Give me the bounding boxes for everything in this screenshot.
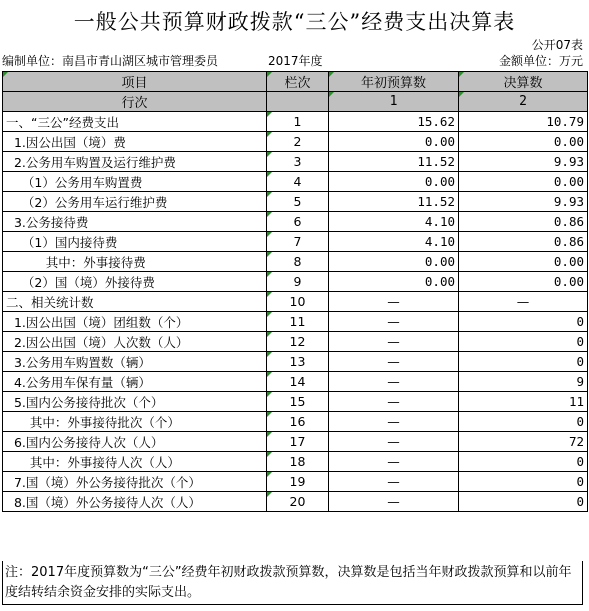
row-final: 11 [459, 392, 588, 412]
seq-label: 行次 [3, 92, 267, 112]
row-budget: 4.10 [329, 212, 459, 232]
row-final: 10.79 [459, 112, 588, 132]
row-final: 9 [459, 372, 588, 392]
table-row [3, 332, 588, 352]
row-budget: — [329, 432, 459, 452]
row-final: 0 [459, 332, 588, 352]
seq-budget: 1 [329, 92, 459, 112]
report-year: 2017年度 [268, 54, 323, 68]
table-row [3, 432, 588, 452]
row-item: 8.国（境）外公务接待人次（人） [3, 492, 267, 512]
row-budget: — [329, 352, 459, 372]
row-col-number: 20 [267, 492, 329, 512]
row-final: 9.93 [459, 192, 588, 212]
row-col-number: 9 [267, 272, 329, 292]
row-budget: — [329, 312, 459, 332]
row-col-number: 11 [267, 312, 329, 332]
row-budget: 4.10 [329, 232, 459, 252]
amount-unit: 金额单位：万元 [498, 54, 583, 68]
row-item: （1）国内接待费 [3, 232, 267, 252]
table-row [3, 212, 588, 232]
row-final: 0.00 [459, 132, 588, 152]
row-final: 0.86 [459, 212, 588, 232]
header-budget: 年初预算数 [329, 72, 459, 92]
row-final: 0 [459, 492, 588, 512]
row-col-number: 13 [267, 352, 329, 372]
header-col: 栏次 [267, 72, 329, 92]
row-budget: 0.00 [329, 272, 459, 292]
row-col-number: 15 [267, 392, 329, 412]
row-col-number: 7 [267, 232, 329, 252]
row-final: 0.00 [459, 272, 588, 292]
form-number: 公开07表 [531, 38, 583, 52]
row-item: 4.公务用车保有量（辆） [3, 372, 267, 392]
row-item: 其中：外事接待人次（人） [3, 452, 267, 472]
row-budget: — [329, 372, 459, 392]
row-item: 1.因公出国（境）费 [3, 132, 267, 152]
row-final: 0 [459, 312, 588, 332]
table-row [3, 192, 588, 212]
row-budget: — [329, 492, 459, 512]
expenditure-table [2, 71, 588, 512]
row-item: 3.公务用车购置数（辆） [3, 352, 267, 372]
table-row [3, 272, 588, 292]
row-final: 0 [459, 352, 588, 372]
row-item: 其中：外事接待费 [3, 252, 267, 272]
row-budget: 11.52 [329, 192, 459, 212]
row-final: — [459, 292, 588, 312]
row-col-number: 3 [267, 152, 329, 172]
header-final: 决算数 [459, 72, 588, 92]
report-title: 一般公共预算财政拨款“三公”经费支出决算表 [73, 10, 516, 34]
row-item: 1.因公出国（境）团组数（个） [3, 312, 267, 332]
table-row [3, 472, 588, 492]
row-col-number: 12 [267, 332, 329, 352]
table-row [3, 172, 588, 192]
header-row [3, 72, 588, 92]
row-final: 0 [459, 412, 588, 432]
row-item: 6.国内公务接待人次（人） [3, 432, 267, 452]
row-final: 0 [459, 452, 588, 472]
row-item: （1）公务用车购置费 [3, 172, 267, 192]
row-item: 7.国（境）外公务接待批次（个） [3, 472, 267, 492]
row-budget: — [329, 332, 459, 352]
row-final: 0.00 [459, 172, 588, 192]
table-row [3, 112, 588, 132]
row-col-number: 19 [267, 472, 329, 492]
row-item: 3.公务接待费 [3, 212, 267, 232]
row-col-number: 18 [267, 452, 329, 472]
row-budget: — [329, 412, 459, 432]
row-col-number: 6 [267, 212, 329, 232]
row-item: 二、相关统计数 [3, 292, 267, 312]
row-budget: 15.62 [329, 112, 459, 132]
seq-final: 2 [459, 92, 588, 112]
reporting-unit [2, 52, 323, 69]
row-final: 72 [459, 432, 588, 452]
seq-row [3, 92, 588, 112]
row-item: 其中：外事接待批次（个） [3, 412, 267, 432]
row-col-number: 14 [267, 372, 329, 392]
row-budget: — [329, 292, 459, 312]
row-col-number: 17 [267, 432, 329, 452]
row-budget: — [329, 472, 459, 492]
table-row [3, 152, 588, 172]
row-item: （2）国（境）外接待费 [3, 272, 267, 292]
row-final: 0.00 [459, 252, 588, 272]
row-col-number: 2 [267, 132, 329, 152]
table-row [3, 492, 588, 512]
row-budget: 11.52 [329, 152, 459, 172]
table-row [3, 132, 588, 152]
row-final: 9.93 [459, 152, 588, 172]
row-col-number: 8 [267, 252, 329, 272]
table-row [3, 352, 588, 372]
row-col-number: 4 [267, 172, 329, 192]
unit-label: 编制单位：南昌市青山湖区城市管理委员 [2, 54, 219, 68]
row-col-number: 5 [267, 192, 329, 212]
row-final: 0 [459, 472, 588, 492]
seq-col [267, 92, 329, 112]
row-col-number: 16 [267, 412, 329, 432]
row-item: （2）公务用车运行维护费 [3, 192, 267, 212]
table-row [3, 252, 588, 272]
table-row [3, 392, 588, 412]
row-final: 0.86 [459, 232, 588, 252]
row-item: 5.国内公务接待批次（个） [3, 392, 267, 412]
row-item: 一、“三公”经费支出 [3, 112, 267, 132]
table-row [3, 412, 588, 432]
footnote: 注：2017年度预算数为“三公”经费年初财政拨款预算数，决算数是包括当年财政拨款预算和以前年度结转结余资金安排的实际支出。 [2, 561, 583, 605]
row-item: 2.公务用车购置及运行维护费 [3, 152, 267, 172]
row-col-number: 10 [267, 292, 329, 312]
table-row [3, 292, 588, 312]
header-item: 项目 [3, 72, 267, 92]
row-budget: 0.00 [329, 172, 459, 192]
row-item: 2.因公出国（境）人次数（人） [3, 332, 267, 352]
row-budget: 0.00 [329, 252, 459, 272]
row-budget: — [329, 452, 459, 472]
row-col-number: 1 [267, 112, 329, 132]
table-row [3, 372, 588, 392]
row-budget: 0.00 [329, 132, 459, 152]
table-row [3, 232, 588, 252]
table-row [3, 452, 588, 472]
row-budget: — [329, 392, 459, 412]
table-row [3, 312, 588, 332]
